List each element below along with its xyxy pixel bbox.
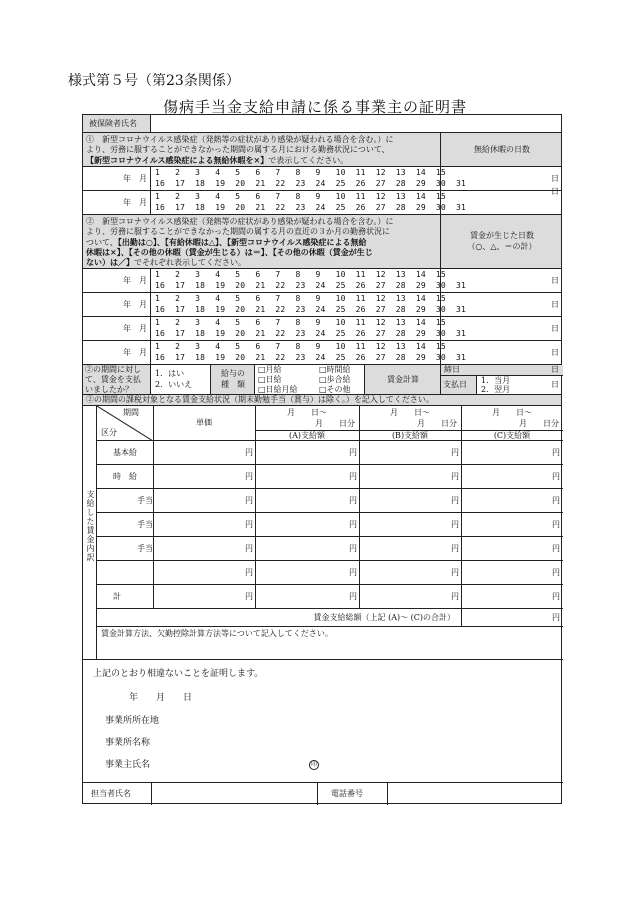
day-unit: 日: [551, 174, 559, 183]
month-label: 年 月: [123, 276, 147, 285]
calc-method-row[interactable]: [97, 627, 563, 660]
wage-row-label: 手当: [137, 496, 153, 505]
yen-unit: 円: [245, 544, 253, 553]
wage-row: [97, 465, 563, 489]
wage-row: [97, 441, 563, 465]
paid-days-sublabel: （○、△、＝の計）: [467, 242, 537, 251]
yen-unit: 円: [349, 568, 357, 577]
yen-unit: 円: [552, 592, 560, 601]
period-to-a: 月 日分: [315, 419, 355, 428]
days-row: 16 17 18 19 20 21 22 23 24 25 26 27 28 29 30 31: [155, 305, 467, 314]
period-to-b: 月 日分: [417, 419, 457, 428]
pay-no-option[interactable]: 2．いいえ: [155, 380, 193, 389]
payday-next-option[interactable]: 2．翌月: [481, 385, 511, 394]
day-unit: 日: [551, 348, 559, 357]
day-unit: 日: [551, 380, 559, 389]
pay-yes-option[interactable]: 1．はい: [155, 369, 185, 378]
yen-unit: 円: [349, 592, 357, 601]
section2-month-row: [83, 317, 561, 341]
days-row: 1 2 3 4 5 6 7 8 9 10 11 12 13 14 15: [155, 168, 446, 177]
wage-total-row: [97, 609, 563, 627]
section2-text-bold: 【出勤は○】、【有給休暇は△】、【新型コロナウイルス感染症による無給: [117, 237, 367, 247]
days-row: 16 17 18 19 20 21 22 23 24 25 26 27 28 29 30 31: [155, 179, 467, 188]
days-row: 16 17 18 19 20 21 22 23 24 25 26 27 28 29 30 31: [155, 203, 467, 212]
business-address-label: 事業所所在地: [105, 716, 160, 726]
calc-method-label: 賃金計算方法、欠勤控除計算方法等について記入してください。: [101, 629, 333, 638]
month-label: 年 月: [123, 348, 147, 357]
insured-name-row: [83, 115, 561, 133]
yen-unit: 円: [245, 448, 253, 457]
phone-number-field[interactable]: [389, 785, 561, 803]
wage-row: [97, 585, 563, 609]
section1-month-row: [83, 167, 561, 191]
yen-unit: 円: [451, 592, 459, 601]
yen-unit: 円: [451, 568, 459, 577]
unit-price-label: 単価: [196, 418, 212, 427]
month-label: 年 月: [123, 174, 147, 183]
pay-question-row: [83, 365, 561, 395]
col-c-label: (C)支給額: [493, 431, 531, 440]
wage-total-label: 賃金支給総額（上記 (A)～ (C)の合計）: [313, 613, 455, 622]
section2-text: より、労務に服することができなかった期間の属する月の直近の３か月の勤務状況に: [86, 227, 390, 236]
yen-unit: 円: [349, 448, 357, 457]
footer-row: [83, 783, 563, 805]
section2-month-row: [83, 293, 561, 317]
other-wage-checkbox[interactable]: □その他: [319, 385, 351, 394]
yen-unit: 円: [349, 520, 357, 529]
paid-days-label: 賃金が生じた日数: [470, 231, 534, 240]
section2-text: ② 新型コロナウイルス感染症（発熱等の症状があり感染が疑われる場合を含む。）に: [86, 217, 394, 226]
section2-text: ついて、: [86, 238, 118, 247]
section2-text-bold: 休暇は×】、【その他の休暇（賃金が生じる）は＝】、【その他の休暇（賃金が生じ: [86, 247, 373, 257]
phone-number-label: 電話番号: [331, 789, 363, 798]
commission-wage-checkbox[interactable]: □歩合給: [319, 375, 351, 384]
section1-text: で表示してください。: [268, 156, 349, 165]
wage-table-header: [97, 406, 563, 441]
section1-month-row: [83, 191, 561, 215]
wage-type-label: 種 類: [221, 380, 245, 389]
section1-text: より、労務に服することができなかった期間の属する月における勤務状況について、: [86, 145, 390, 154]
section2-text-bold: ない）は／】: [86, 257, 134, 267]
business-name-label: 事業所名称: [105, 738, 151, 748]
category-label: 区分: [101, 428, 117, 437]
section2-header: [83, 215, 561, 269]
wage-side-label: 支給した賃金内訳: [86, 490, 95, 562]
month-label: 年 月: [123, 300, 147, 309]
days-row: 1 2 3 4 5 6 7 8 9 10 11 12 13 14 15: [155, 342, 446, 351]
unpaid-leave-days-label: 無給休暇の日数: [474, 145, 530, 154]
yen-unit: 円: [451, 496, 459, 505]
col-b-label: (B)支給額: [391, 431, 429, 440]
payday-current-option[interactable]: 1．当月: [481, 376, 511, 385]
insured-name-label: 被保険者氏名: [89, 119, 137, 128]
wage-row: [97, 561, 563, 585]
pay-question-text: て、賃金を支払: [85, 375, 141, 384]
section2-text: でそれぞれ表示してください。: [134, 258, 246, 267]
month-label: 年 月: [123, 198, 147, 207]
day-unit: 日: [551, 300, 559, 309]
period-to-c: 月 日分: [519, 419, 559, 428]
month-label: 年 月: [123, 324, 147, 333]
yen-unit: 円: [245, 592, 253, 601]
insured-name-field[interactable]: [155, 117, 555, 131]
yen-unit: 円: [349, 544, 357, 553]
daily-wage-checkbox[interactable]: □日給: [258, 375, 282, 384]
day-unit: 日: [551, 187, 559, 196]
daily-monthly-wage-checkbox[interactable]: □日給月給: [258, 385, 298, 394]
days-row: 16 17 18 19 20 21 22 23 24 25 26 27 28 29 30 31: [155, 353, 467, 362]
certification-statement: 上記のとおり相違ないことを証明します。: [93, 669, 264, 679]
wage-section-note: ②の期間の課税対象となる賃金支給状況（期末勤勉手当（賞与）は除く。）を記入してください。: [86, 395, 434, 404]
yen-unit: 円: [552, 613, 560, 622]
days-row: 1 2 3 4 5 6 7 8 9 10 11 12 13 14 15: [155, 192, 446, 201]
certification-date[interactable]: 年 月 日: [129, 693, 193, 703]
page-title: 傷病手当金支給申請に係る事業主の証明書: [162, 98, 467, 116]
yen-unit: 円: [552, 568, 560, 577]
wage-calc-label: 賃金計算: [387, 375, 419, 384]
pay-question-text: いましたか？: [85, 385, 133, 394]
section1-text-bold: 【新型コロナウイルス感染症による無給休暇を×】: [86, 155, 269, 165]
section2-month-row: [83, 269, 561, 293]
form-number: 様式第５号（第23条関係）: [68, 73, 240, 89]
closing-day-label: 締日: [444, 365, 460, 374]
period-label: 期間: [123, 408, 139, 417]
day-unit: 日: [551, 276, 559, 285]
section2-month-row: [83, 341, 561, 365]
days-row: 1 2 3 4 5 6 7 8 9 10 11 12 13 14 15: [155, 270, 446, 279]
yen-unit: 円: [552, 520, 560, 529]
yen-unit: 円: [245, 568, 253, 577]
seal-icon: 印: [310, 761, 317, 768]
monthly-wage-checkbox[interactable]: □月給: [258, 365, 282, 374]
business-owner-label: 事業主氏名: [105, 760, 151, 770]
contact-person-label: 担当者氏名: [91, 789, 131, 798]
yen-unit: 円: [349, 496, 357, 505]
yen-unit: 円: [245, 520, 253, 529]
yen-unit: 円: [451, 520, 459, 529]
yen-unit: 円: [552, 448, 560, 457]
wage-row-label: 計: [113, 592, 121, 601]
wage-row: [97, 489, 563, 513]
wage-type-label: 給与の: [221, 369, 245, 378]
day-unit: 日: [551, 324, 559, 333]
yen-unit: 円: [552, 544, 560, 553]
hourly-wage-checkbox[interactable]: □時間給: [319, 365, 351, 374]
wage-row: [97, 537, 563, 561]
section1-header: [83, 133, 561, 167]
wage-row: [97, 513, 563, 537]
days-row: 1 2 3 4 5 6 7 8 9 10 11 12 13 14 15: [155, 294, 446, 303]
payday-label: 支払日: [443, 380, 467, 389]
yen-unit: 円: [552, 496, 560, 505]
period-from-b: 月 日～: [390, 408, 430, 417]
yen-unit: 円: [245, 472, 253, 481]
wage-row-label: 手当: [137, 544, 153, 553]
yen-unit: 円: [451, 448, 459, 457]
wage-row-label: 手当: [137, 520, 153, 529]
days-row: 1 2 3 4 5 6 7 8 9 10 11 12 13 14 15: [155, 318, 446, 327]
days-row: 16 17 18 19 20 21 22 23 24 25 26 27 28 29 30 31: [155, 329, 467, 338]
period-from-a: 月 日～: [287, 408, 327, 417]
period-from-c: 月 日～: [492, 408, 532, 417]
yen-unit: 円: [349, 472, 357, 481]
certificate-form: [82, 114, 562, 804]
yen-unit: 円: [451, 544, 459, 553]
wage-section-header: [83, 395, 561, 406]
section1-text: ① 新型コロナウイルス感染症（発熱等の症状があり感染が疑われる場合を含む。）に: [86, 135, 394, 144]
yen-unit: 円: [245, 496, 253, 505]
day-unit: 日: [551, 365, 559, 374]
certification-block: [83, 660, 563, 783]
wage-row-label: 時 給: [113, 472, 137, 481]
yen-unit: 円: [451, 472, 459, 481]
wage-row-label: 基本給: [113, 448, 137, 457]
days-row: 16 17 18 19 20 21 22 23 24 25 26 27 28 29 30 31: [155, 281, 467, 290]
pay-question-text: ②の期間に対し: [85, 365, 141, 374]
yen-unit: 円: [552, 472, 560, 481]
contact-person-field[interactable]: [153, 785, 315, 803]
col-a-label: (A)支給額: [288, 431, 326, 440]
